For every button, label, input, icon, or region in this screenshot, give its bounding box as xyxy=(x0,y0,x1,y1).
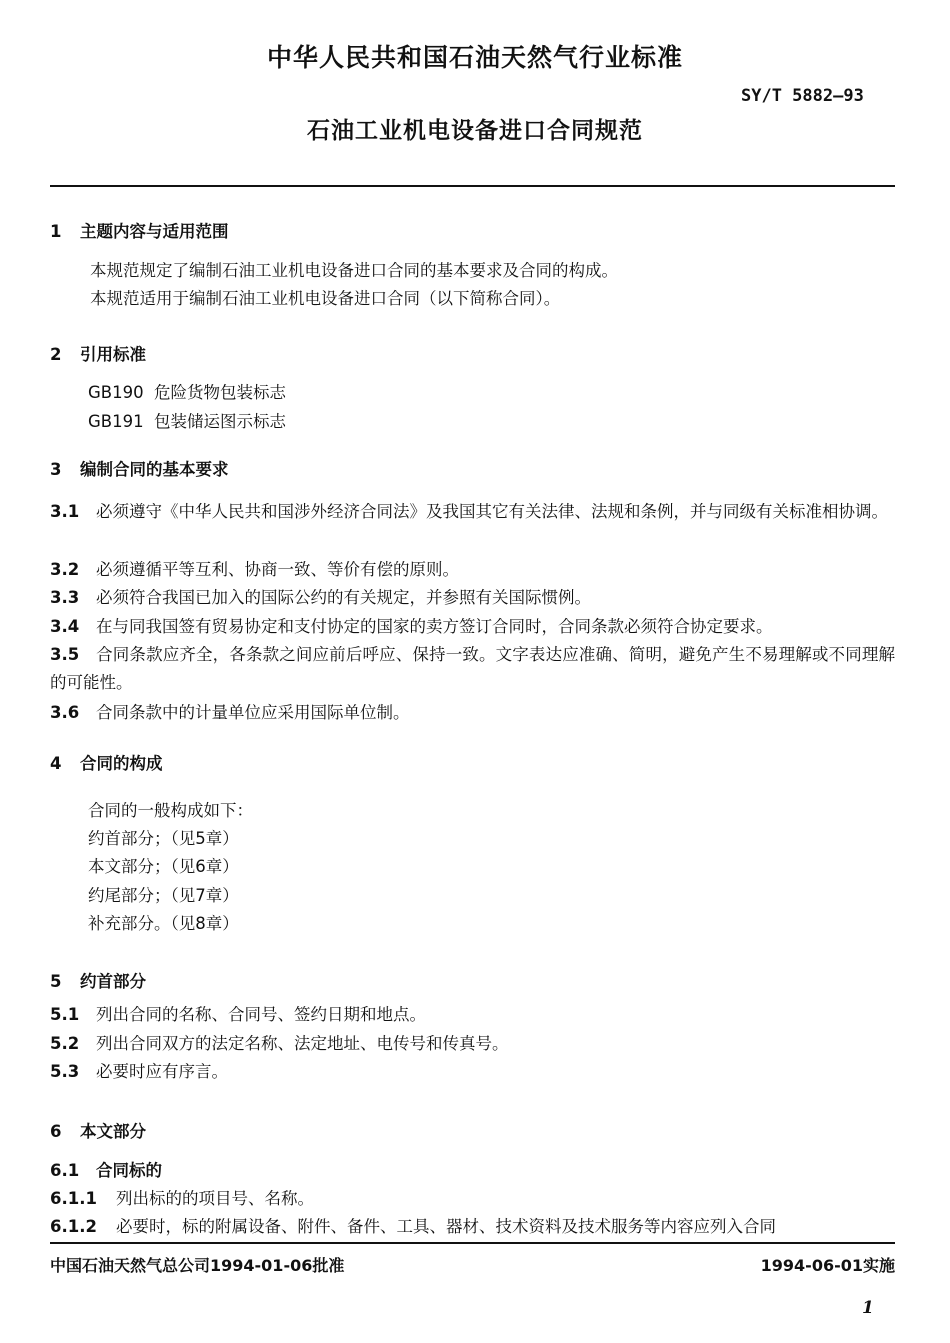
approval-note: 中国石油天然气总公司1994-01-06批准 xyxy=(50,1256,345,1275)
reference-item: GB191 包装储运图示标志 xyxy=(88,412,286,431)
effective-date: 1994-06-01实施 xyxy=(760,1256,895,1275)
section-3-heading: 3 编制合同的基本要求 xyxy=(50,460,229,479)
clause-6-1-1: 6.1.1 列出标的的项目号、名称。 xyxy=(50,1189,314,1208)
contract-part-item: 约尾部分；（见7章） xyxy=(88,886,239,905)
section-2-heading: 2 引用标准 xyxy=(50,345,146,364)
reference-item: GB190 危险货物包装标志 xyxy=(88,383,286,402)
section-1-heading: 1 主题内容与适用范围 xyxy=(50,222,229,241)
clause-3-4: 3.4 在与同我国签有贸易协定和支付协定的国家的卖方签订合同时，合同条款必须符合协定要求。 xyxy=(50,617,773,636)
clause-6-1-2: 6.1.2 必要时，标的附属设备、附件、备件、工具、器材、技术资料及技术服务等内容应列入合同 xyxy=(50,1217,776,1236)
contract-part-item: 本文部分；（见6章） xyxy=(88,857,239,876)
document-title: 石油工业机电设备进口合同规范 xyxy=(307,118,643,144)
clause-5-2: 5.2 列出合同双方的法定名称、法定地址、电传号和传真号。 xyxy=(50,1034,509,1053)
clause-3-5: 3.5 合同条款应齐全，各条款之间应前后呼应、保持一致。文字表达应准确、简明，避免产生不易理解或不同理解的可能性。 xyxy=(50,645,895,692)
subsection-6-1-heading: 6.1 合同标的 xyxy=(50,1161,162,1180)
clause-5-3: 5.3 必要时应有序言。 xyxy=(50,1062,228,1081)
clause-3-1: 3.1 必须遵守《中华人民共和国涉外经济合同法》及我国其它有关法律、法规和条例，并与同级有关标准相协调。 xyxy=(50,502,888,521)
contract-part-item: 约首部分；（见5章） xyxy=(88,829,239,848)
issuer-title: 中华人民共和国石油天然气行业标准 xyxy=(266,43,683,72)
section-1-paragraph-1: 本规范规定了编制石油工业机电设备进口合同的基本要求及合同的构成。 xyxy=(90,261,618,280)
header-divider xyxy=(50,185,895,187)
clause-5-1: 5.1 列出合同的名称、合同号、签约日期和地点。 xyxy=(50,1005,426,1024)
footer-divider xyxy=(50,1242,895,1244)
clause-3-3: 3.3 必须符合我国已加入的国际公约的有关规定，并参照有关国际惯例。 xyxy=(50,588,591,607)
section-4-intro: 合同的一般构成如下： xyxy=(88,801,253,820)
page-number: 1 xyxy=(862,1298,874,1318)
clause-3-6: 3.6 合同条款中的计量单位应采用国际单位制。 xyxy=(50,703,410,722)
section-1-paragraph-2: 本规范适用于编制石油工业机电设备进口合同（以下简称合同）。 xyxy=(90,289,561,308)
section-4-heading: 4 合同的构成 xyxy=(50,754,163,773)
clause-3-2: 3.2 必须遵循平等互利、协商一致、等价有偿的原则。 xyxy=(50,560,459,579)
section-5-heading: 5 约首部分 xyxy=(50,972,146,991)
standard-code: SY/T 5882—93 xyxy=(741,86,864,106)
contract-part-item: 补充部分。（见8章） xyxy=(88,914,239,933)
section-6-heading: 6 本文部分 xyxy=(50,1122,146,1141)
